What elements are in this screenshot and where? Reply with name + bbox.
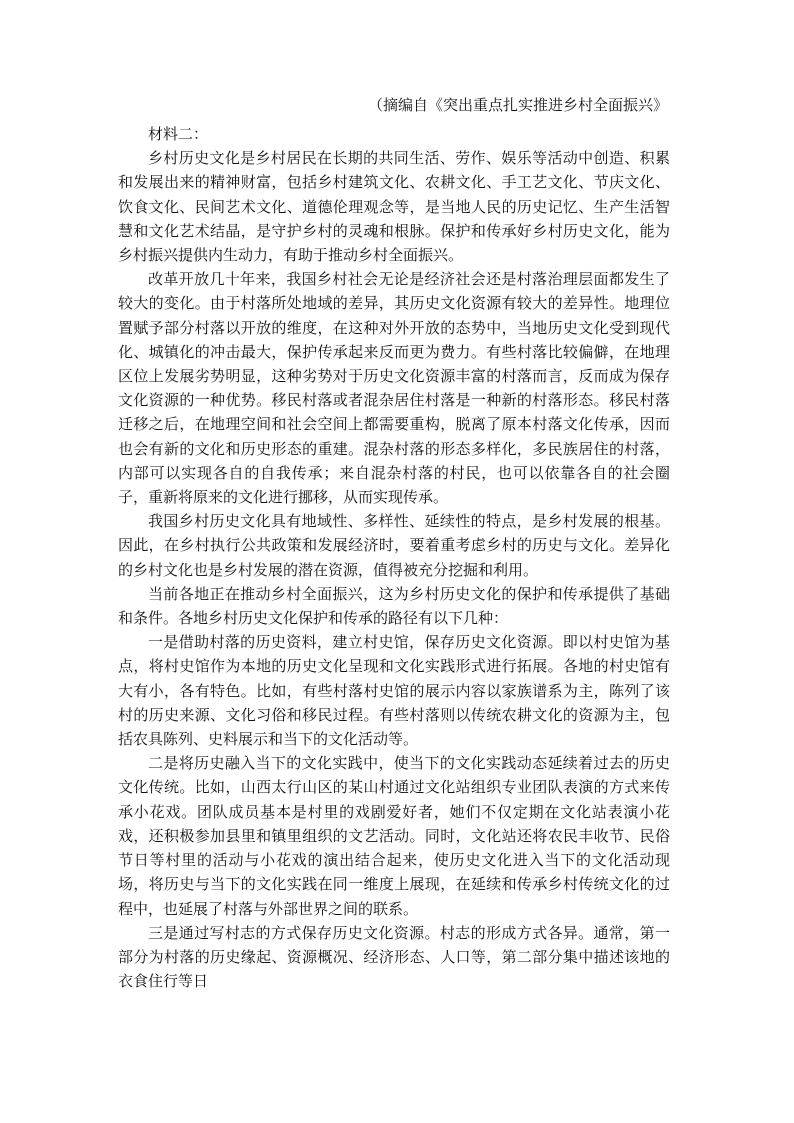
- paragraph-changes: 改革开放几十年来，我国乡村社会无论是经济社会还是村落治理层面都发生了较大的变化。由于村落所处地域的差异，其历史文化资源有较大的差异性。地理位置赋予部分村落以开放的维度，在这种对外开放的态势中，当地历史文化受到现代化、城镇化的冲击最大，保护传承起来反而更为费力。有些村落比较偏僻，在地理区位上发展劣势明显，这种劣势对于历史文化资源丰富的村落而言，反而成为保存文化资源的一种优势。移民村落或者混杂居住村落是一种新的村落形态。移民村落迁移之后，在地理空间和社会空间上都需要重构，脱离了原本村落文化传承，因而也会有新的文化和历史形态的重建。混杂村落的形态多样化，多民族居住的村落，内部可以实现各自的自我传承；来自混杂村落的村民，也可以依靠各自的社会圈子，重新将原来的文化进行挪移，从而实现传承。: [118, 270, 670, 507]
- section-label: 材料二：: [148, 125, 209, 143]
- paragraph-intro: 乡村历史文化是乡村居民在长期的共同生活、劳作、娱乐等活动中创造、积累和发展出来的精神财富，包括乡村建筑文化、农耕文化、手工艺文化、节庆文化、饮食文化、民间艺术文化、道德伦理观念等，是当地人民的历史记忆、生产生活智慧和文化艺术结晶，是守护乡村的灵魂和根脉。保护和传承好乡村历史文化，能为乡村振兴提供内生动力，有助于推动乡村全面振兴。: [118, 149, 670, 265]
- article-body: [118, 122, 670, 993]
- source-citation: （摘编自《突出重点扎实推进乡村全面振兴》: [367, 96, 668, 114]
- paragraph-path-three: 三是通过写村志的方式保存历史文化资源。村志的形成方式各异。通常，第一部分为村落的历史缘起、资源概况、经济形态、人口等，第二部分集中描述该地的衣食住行等日: [118, 923, 670, 991]
- paragraph-paths-intro: 当前各地正在推动乡村全面振兴，这为乡村历史文化的保护和传承提供了基础和条件。各地乡村历史文化保护和传承的路径有以下几种：: [118, 584, 670, 628]
- paragraph-characteristics: 我国乡村历史文化具有地域性、多样性、延续性的特点，是乡村发展的根基。因此，在乡村执行公共政策和发展经济时，要着重考虑乡村的历史与文化。差异化的乡村文化也是乡村发展的潜在资源，值得被充分挖掘和利用。: [118, 512, 670, 579]
- paragraph-path-one: 一是借助村落的历史资料，建立村史馆，保存历史文化资源。即以村史馆为基点，将村史馆作为本地的历史文化呈现和文化实践形式进行拓展。各地的村史馆有大有小，各有特色。比如，有些村落村史馆的展示内容以家族谱系为主，陈列了该村的历史来源、文化习俗和移民过程。有些村落则以传统农耕文化的资源为主，包括农具陈列、史料展示和当下的文化活动等。: [118, 633, 670, 749]
- paragraph-path-two: 二是将历史融入当下的文化实践中，使当下的文化实践动态延续着过去的历史文化传统。比如，山西太行山区的某山村通过文化站组织专业团队表演的方式来传承小花戏。团队成员基本是村里的戏剧爱好者，她们不仅定期在文化站表演小花戏，还积极参加县里和镇里组织的文艺活动。同时，文化站还将农民丰收节、民俗节日等村里的活动与小花戏的演出结合起来，使历史文化进入当下的文化活动现场，将历史与当下的文化实践在同一维度上展现，在延续和传承乡村传统文化的过程中，也延展了村落与外部世界之间的联系。: [118, 754, 670, 918]
